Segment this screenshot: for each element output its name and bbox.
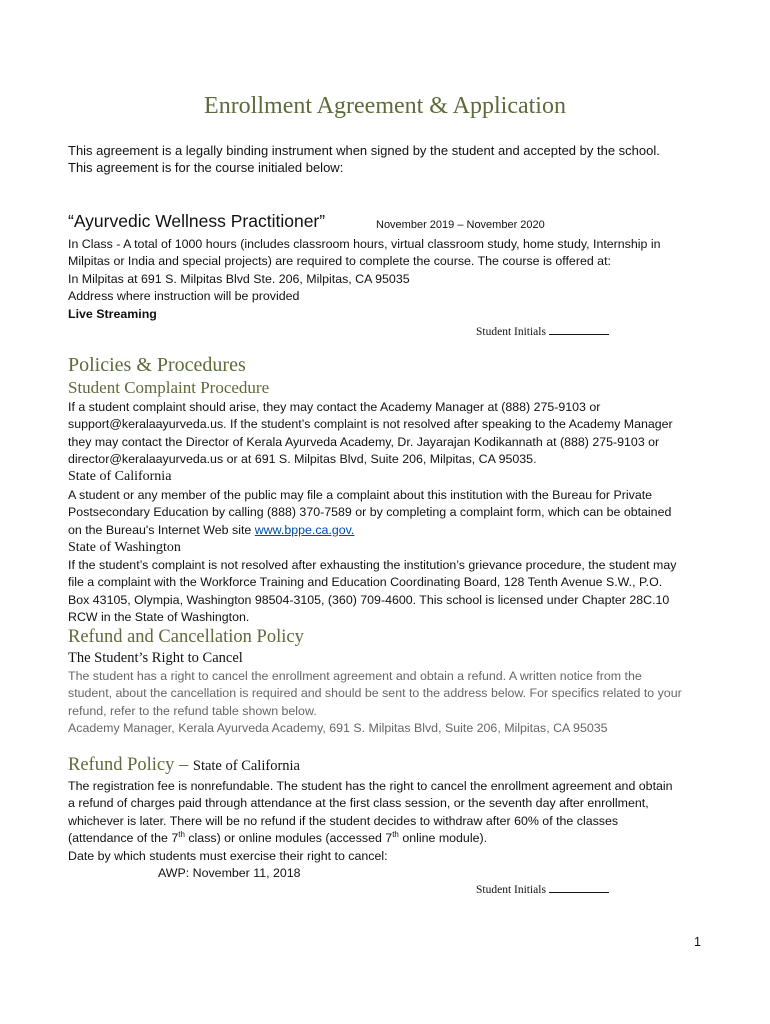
washington-line: If the student’s complaint is not resolved after exhausting the institution’s grievance procedure, the student may [68,558,677,572]
initials-line[interactable] [549,324,609,335]
refund-line4-c: online module). [398,831,488,846]
california-line [68,522,671,539]
right-to-cancel-heading: The Student’s Right to Cancel [68,650,243,666]
page-number: 1 [694,935,701,949]
california-heading: State of California [68,469,172,484]
california-line: A student or any member of the public may file a complaint about this institution with the Bureau for Private [68,488,653,502]
refund-cancel-line: Academy Manager, Kerala Ayurveda Academy, 691 S. Milpitas Blvd, Suite 206, Milpitas, CA 95035 [68,721,608,736]
policies-heading: Policies & Procedures [68,354,246,376]
refund-line4-b: class) or online modules (accessed 7 [184,831,393,846]
course-dates: November 2019 – November 2020 [376,219,545,231]
initials-label: Student Initials [476,884,546,896]
course-desc-2: Milpitas or India and special projects) are required to complete the course. The course is offered at: [68,254,611,269]
california-text [68,487,671,539]
course-location: In Milpitas at 691 S. Milpitas Blvd Ste. 206, Milpitas, CA 95035 [68,271,410,286]
initials-label: Student Initials [476,326,546,338]
course-address-label: Address where instruction will be provided [68,289,300,304]
refund-policy-state: State of California [192,758,300,774]
refund-line4-a: (attendance of the 7 [68,831,179,846]
refund-policy-title: Refund Policy – [68,755,193,775]
refund-policy-line: The registration fee is nonrefundable. The student has the right to cancel the enrollment agreement and obtain [68,779,673,793]
course-details [68,236,661,323]
refund-line4-sup1: th [178,830,185,840]
washington-line: Box 43105, Olympia, Washington 98504-3105, (360) 709-4600. This school is licensed under Chapter 28C.10 [68,592,670,607]
awp-date: AWP: November 11, 2018 [158,866,301,881]
course-name: “Ayurvedic Wellness Practitioner” [68,211,326,231]
washington-line: file a complaint with the Workforce Training and Education Coordinating Board, 128 Tenth Avenue S.W., P.O. [68,575,663,590]
cancel-date-label: Date by which students must exercise their right to cancel: [68,848,388,863]
refund-cancel-heading: Refund and Cancellation Policy [68,627,304,647]
washington-text [68,557,676,627]
refund-policy-line: whichever is later. There will be no refund if the student decides to withdraw after 60% of the classes [68,813,619,828]
refund-policy-line [68,830,673,847]
california-prefix: on the Bureau's Internet Web site [68,522,255,537]
student-initials-1 [476,324,609,338]
refund-policy-text [68,778,673,882]
complaint-line: support@keralaayurveda.us. If the student’s complaint is not resolved after speaking to the Academy Manager [68,417,673,432]
intro-bold: This agreement [68,143,159,158]
complaint-heading: Student Complaint Procedure [68,378,270,397]
complaint-line: If a student complaint should arise, they may contact the Academy Manager at (888) 275-9103 or [68,400,601,414]
intro-text [68,142,660,177]
intro-rest: is a legally binding instrument when signed by the student and accepted by the school. [158,143,660,158]
complaint-text [68,399,673,469]
refund-cancel-line: The student has a right to cancel the enrollment agreement and obtain a refund. A written notice from the [68,669,642,683]
course-desc-1: In Class - A total of 1000 hours (includes classroom hours, virtual classroom study, home study, Internship in [68,237,661,251]
refund-policy-heading [68,755,300,776]
washington-line: RCW in the State of Washington. [68,610,250,625]
refund-line4-sup2: th [392,830,399,840]
california-line: Postsecondary Education by calling (888) 370-7589 or by completing a complaint form, which can be obtained [68,505,672,520]
complaint-line: director@keralaayurveda.us or at 691 S. Milpitas Blvd, Suite 206, Milpitas, CA 95035. [68,452,537,467]
student-initials-2 [476,882,609,896]
complaint-line: they may contact the Director of Kerala Ayurveda Academy, Dr. Jayarajan Kodikannath at (888) 275-9103 or [68,434,660,449]
initials-line[interactable] [549,882,609,893]
refund-policy-line: a refund of charges paid through attendance at the first class session, or the seventh day after enrollment, [68,796,649,811]
intro-line2: This agreement is for the course initialed below: [68,160,344,176]
refund-cancel-line: student, about the cancellation is required and should be sent to the address below. For specifics related to your [68,686,682,701]
washington-heading: State of Washington [68,540,181,555]
course-streaming: Live Streaming [68,306,157,321]
bppe-link[interactable]: www.bppe.ca.gov. [254,522,355,537]
page-title: Enrollment Agreement & Application [204,93,566,119]
refund-cancel-text [68,668,682,738]
refund-cancel-line: refund, refer to the refund table shown below. [68,703,317,718]
